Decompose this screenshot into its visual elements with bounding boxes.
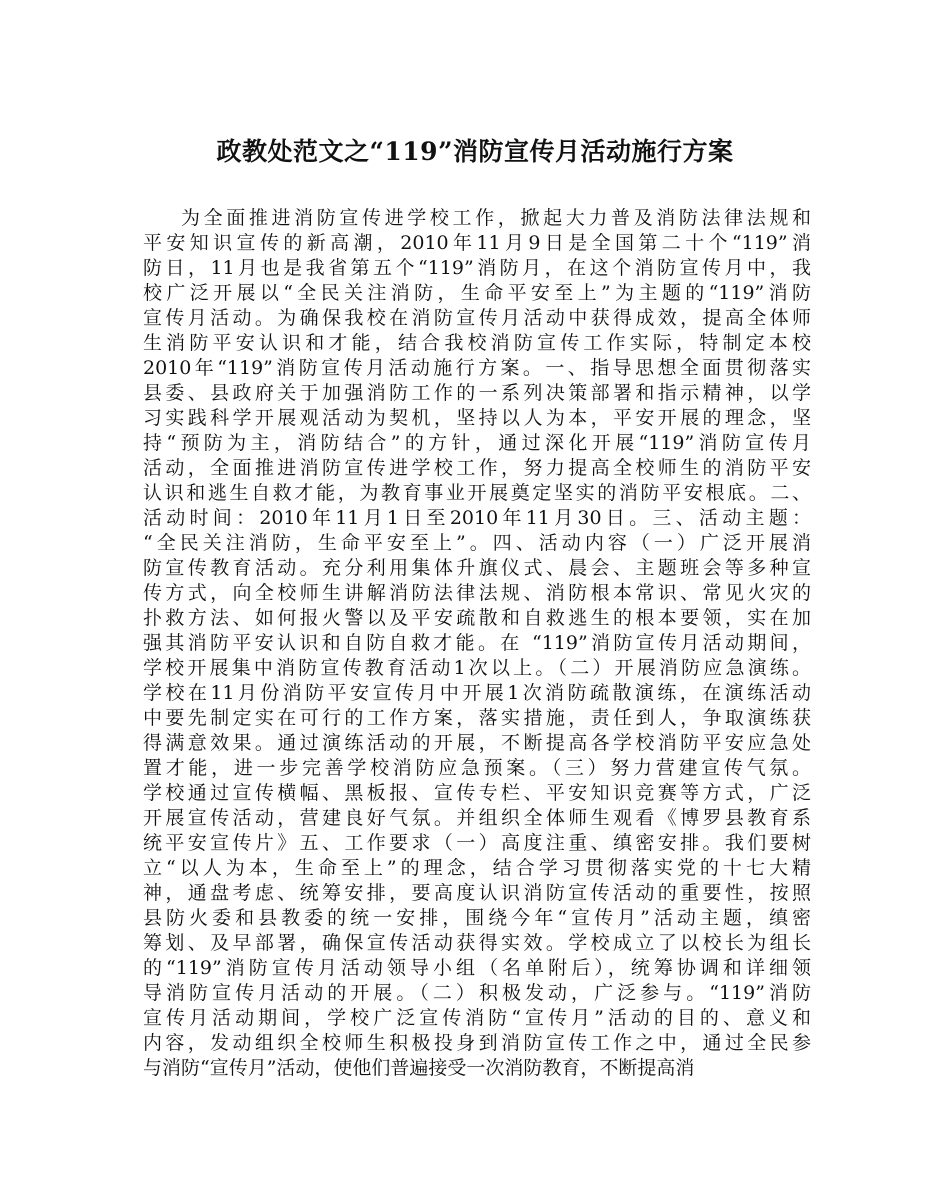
paragraph-line: 的“119”消防宣传月活动领导小组（名单附后），统筹协调和详细领 <box>143 957 811 979</box>
paragraph-line: 防宣传教育活动。充分利用集体升旗仪式、晨会、主题班会等多种宣 <box>143 557 811 579</box>
paragraph-line: 县委、县政府关于加强消防工作的一系列决策部署和指示精神，以学 <box>143 382 811 404</box>
paragraph-line: 为全面推进消防宣传进学校工作，掀起大力普及消防法律法规和 <box>181 207 811 229</box>
paragraph-line: 学校通过宣传横幅、黑板报、宣传专栏、平安知识竞赛等方式，广泛 <box>143 782 811 804</box>
paragraph-line: 防日，11月也是我省第五个“119”消防月，在这个消防宣传月中，我 <box>143 257 811 279</box>
paragraph-line: 统平安宣传片》五、工作要求（一）高度注重、缜密安排。我们要树 <box>143 832 811 854</box>
paragraph-line: 县防火委和县教委的统一安排，围绕今年“宣传月”活动主题，缜密 <box>143 907 811 929</box>
paragraph-line: 活动，全面推进消防宣传进学校工作，努力提高全校师生的消防平安 <box>143 457 811 479</box>
paragraph-line: 内容，发动组织全校师生积极投身到消防宣传工作之中，通过全民参 <box>143 1032 811 1054</box>
paragraph-line: 校广泛开展以“全民关注消防，生命平安至上”为主题的“119”消防 <box>143 282 811 304</box>
paragraph-line: 学校开展集中消防宣传教育活动1次以上。（二）开展消防应急演练。 <box>143 657 811 679</box>
paragraph-line: 导消防宣传月活动的开展。（二）积极发动，广泛参与。“119”消防 <box>143 982 811 1004</box>
paragraph-line: 置才能，进一步完善学校消防应急预案。（三）努力营建宣传气氛。 <box>143 757 811 779</box>
paragraph-line: 宣传月活动。为确保我校在消防宣传月活动中获得成效，提高全体师 <box>143 307 811 329</box>
paragraph-line: 中要先制定实在可行的工作方案，落实措施，责任到人，争取演练获 <box>143 707 811 729</box>
paragraph-line: 神，通盘考虑、统筹安排，要高度认识消防宣传活动的重要性，按照 <box>143 882 811 904</box>
document-title: 政教处范文之“119”消防宣传月活动施行方案 <box>216 137 734 166</box>
paragraph-line: 立“以人为本，生命至上”的理念，结合学习贯彻落实党的十七大精 <box>143 857 811 879</box>
paragraph-line: 传方式，向全校师生讲解消防法律法规、消防根本常识、常见火灾的 <box>143 582 811 604</box>
document-body <box>143 206 811 1081</box>
paragraph-line: 扑救方法、如何报火警以及平安疏散和自救逃生的根本要领，实在加 <box>143 607 811 629</box>
paragraph-line: 强其消防平安认识和自防自救才能。在 “119”消防宣传月活动期间， <box>143 632 811 654</box>
paragraph-line: 学校在11月份消防平安宣传月中开展1次消防疏散演练，在演练活动 <box>143 682 811 704</box>
paragraph-line: “全民关注消防，生命平安至上”。四、活动内容（一）广泛开展消 <box>143 532 811 554</box>
paragraph-line: 开展宣传活动，营建良好气氛。并组织全体师生观看《博罗县教育系 <box>143 807 811 829</box>
paragraph-line: 习实践科学开展观活动为契机，坚持以人为本，平安开展的理念，坚 <box>143 407 811 429</box>
paragraph-line: 认识和逃生自救才能，为教育事业开展奠定坚实的消防平安根底。二、 <box>143 482 811 504</box>
paragraph-line: 筹划、及早部署，确保宣传活动获得实效。学校成立了以校长为组长 <box>143 932 811 954</box>
paragraph-line: 活动时间：2010年11月1日至2010年11月30日。三、活动主题： <box>143 507 811 529</box>
paragraph-line: 与消防“宣传月”活动，使他们普遍接受一次消防教育，不断提高消 <box>143 1057 695 1079</box>
paragraph-line: 得满意效果。通过演练活动的开展，不断提高各学校消防平安应急处 <box>143 732 811 754</box>
paragraph-line: 持“预防为主，消防结合”的方针，通过深化开展“119”消防宣传月 <box>143 432 811 454</box>
paragraph-line: 2010年“119”消防宣传月活动施行方案。一、指导思想全面贯彻落实 <box>143 357 811 379</box>
paragraph-line: 生消防平安认识和才能，结合我校消防宣传工作实际，特制定本校 <box>143 332 811 354</box>
paragraph-line: 平安知识宣传的新高潮，2010年11月9日是全国第二十个“119”消 <box>143 232 811 254</box>
paragraph-line: 宣传月活动期间，学校广泛宣传消防“宣传月”活动的目的、意义和 <box>143 1007 811 1029</box>
